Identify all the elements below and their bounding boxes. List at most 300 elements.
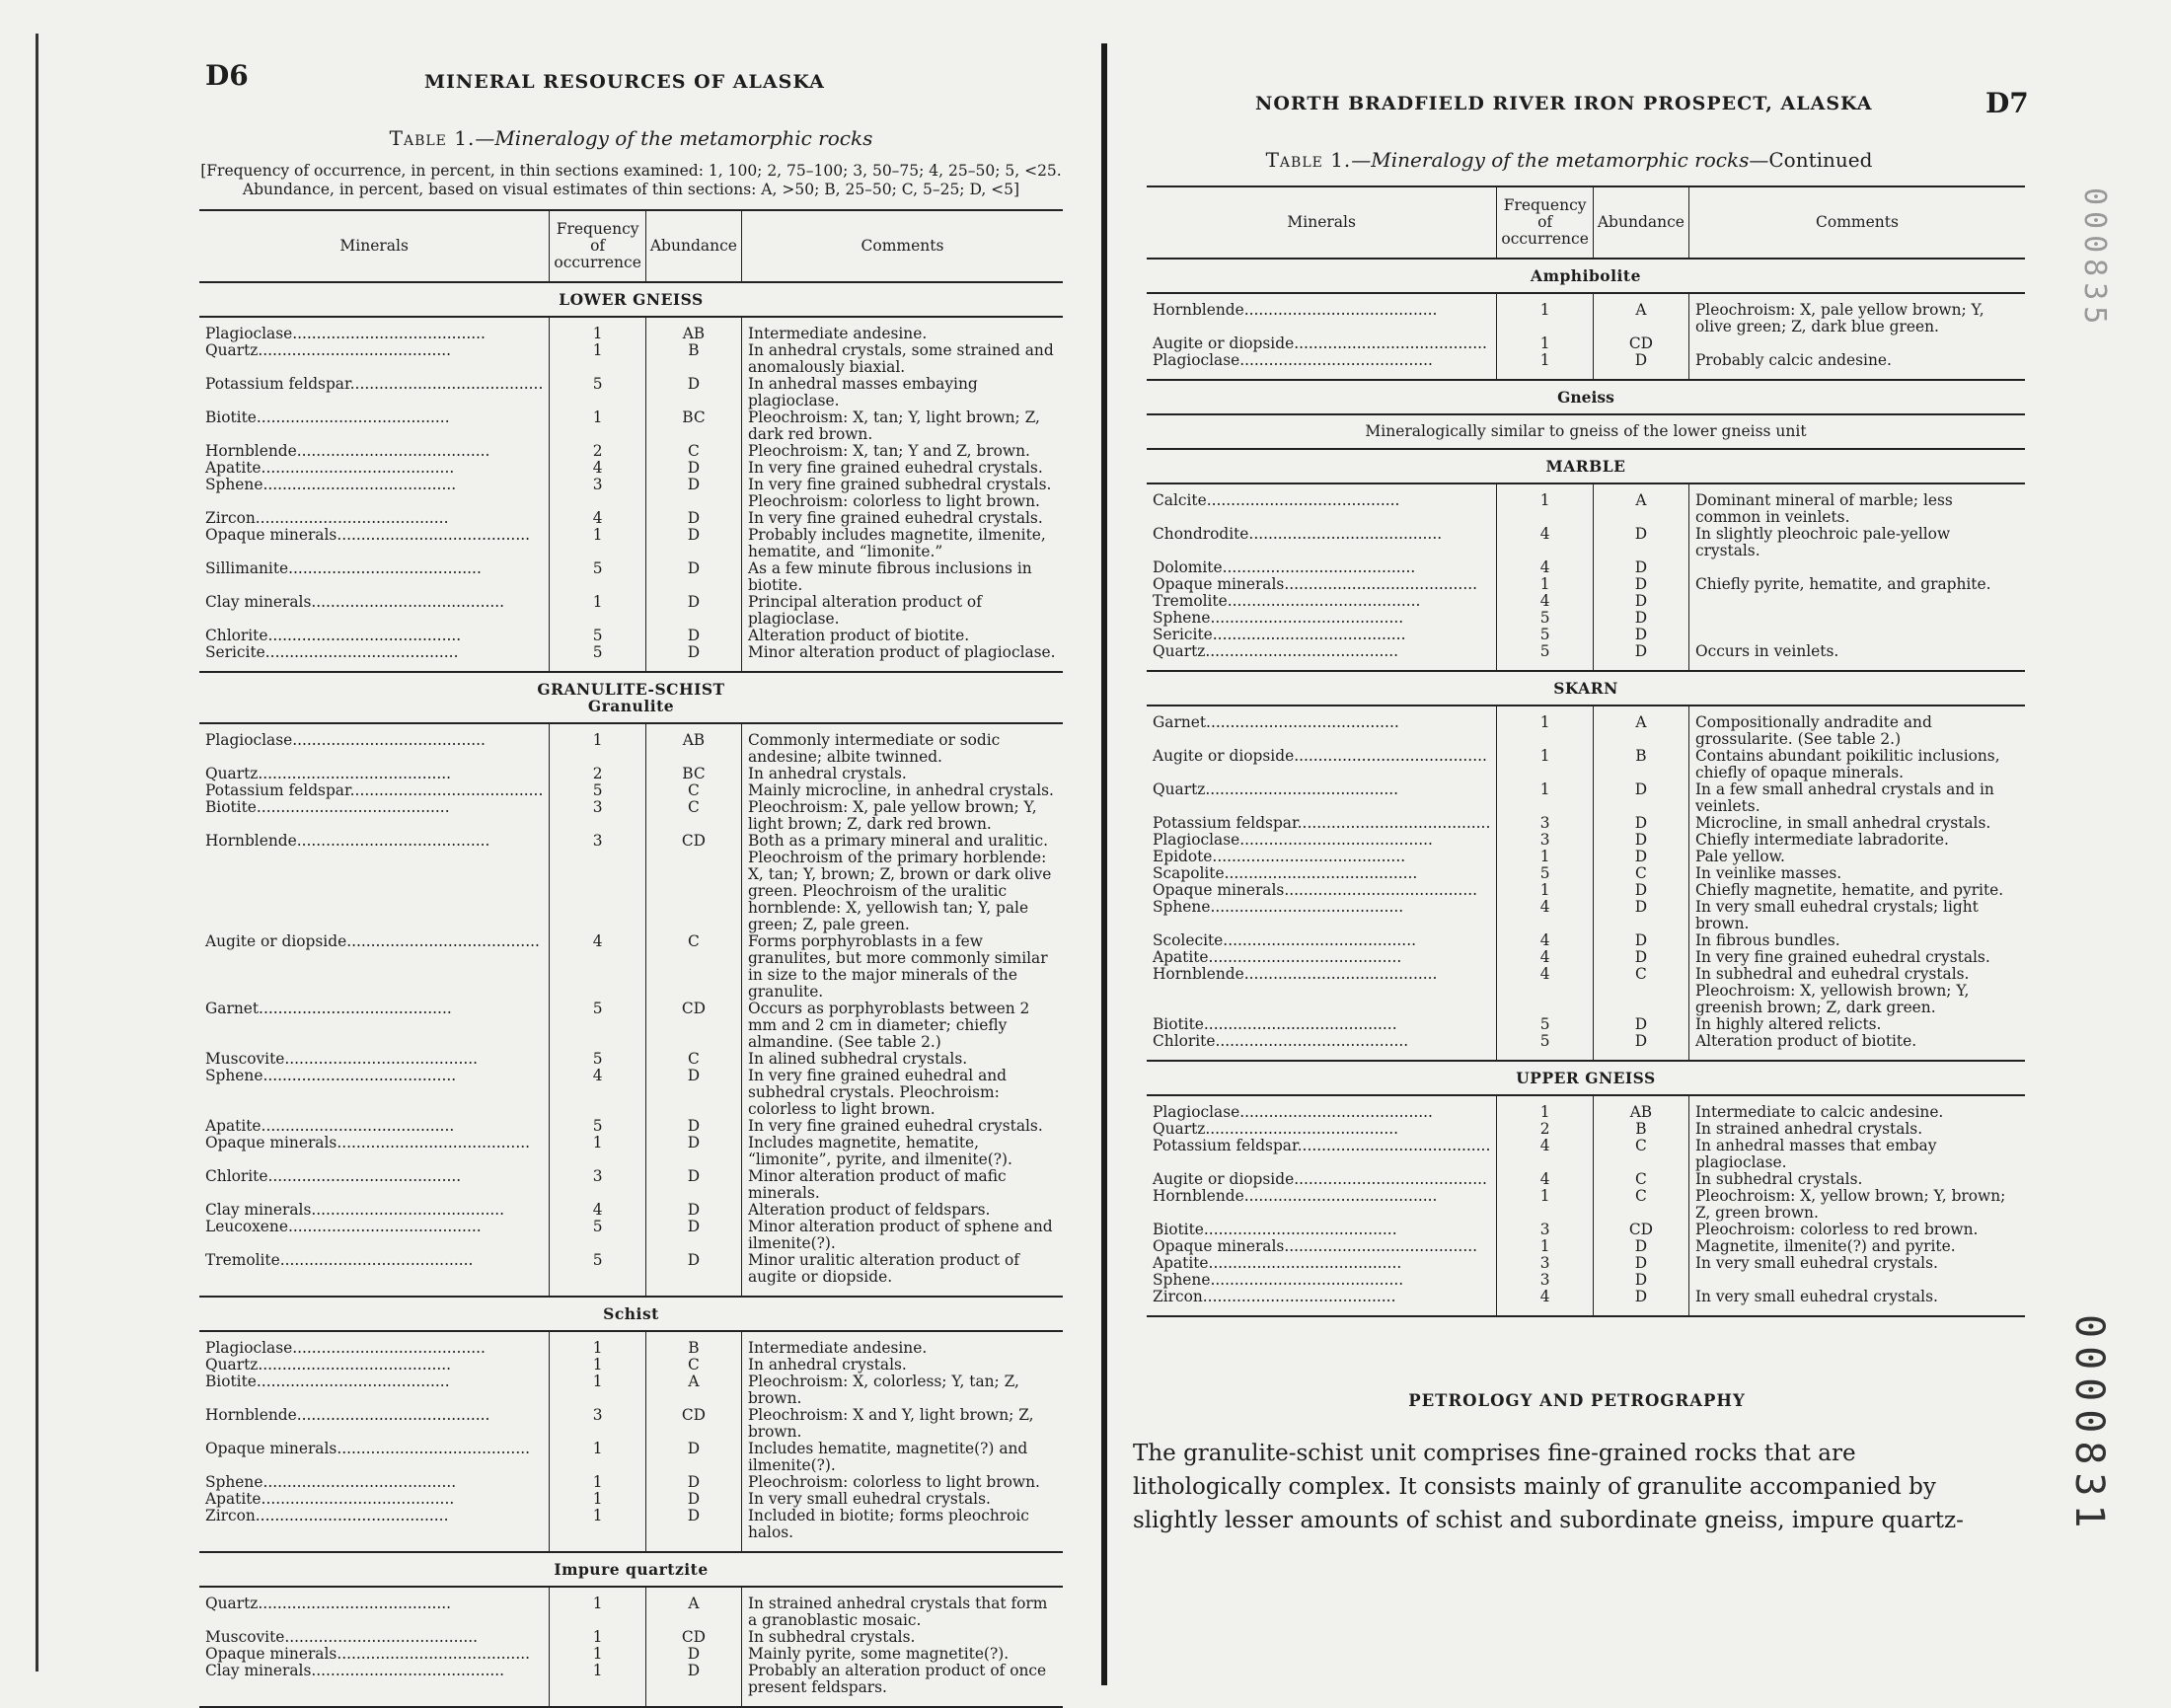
frequency-value: 5: [550, 1118, 646, 1135]
mineral-label: Dolomite: [1153, 559, 1223, 576]
mineral-label: Hornblende: [205, 1407, 297, 1424]
section-title: Impure quartzite: [554, 1560, 709, 1579]
comment-text: In very fine grained euhedral crystals.: [741, 460, 1063, 477]
section-header-row: [199, 1297, 1063, 1331]
frequency-value: 4: [1497, 899, 1594, 932]
frequency-value: 3: [1497, 1255, 1594, 1272]
mineral-label: Calcite: [1153, 492, 1207, 509]
dot-leader: ........................................: [267, 1168, 462, 1185]
mineral-label: Apatite: [205, 1118, 262, 1135]
table-row: [199, 1168, 1063, 1202]
mineral-label: Opaque minerals: [205, 1135, 337, 1151]
comment-text: In fibrous bundles.: [1688, 932, 2025, 949]
comment-text: Pleochroism: X, tan; Y, light brown; Z, dark red brown.: [741, 409, 1063, 443]
mineral-name: [1147, 526, 1497, 559]
table-row: [199, 342, 1063, 376]
frequency-value: 1: [1497, 576, 1594, 593]
frequency-value: 3: [550, 833, 646, 933]
mineral-name: [199, 460, 550, 477]
table-row: [1147, 1222, 2025, 1238]
left-page-number: D6: [205, 59, 249, 92]
comment-text: In very small euhedral crystals.: [1688, 1289, 2025, 1305]
comment-text: In very fine grained euhedral crystals.: [741, 510, 1063, 527]
mineral-label: Potassium feldspar: [1153, 815, 1298, 832]
mineral-name: [1147, 1289, 1497, 1305]
frequency-value: 4: [1497, 559, 1594, 576]
dot-leader: ........................................: [296, 833, 490, 850]
gneiss-note: Mineralogically similar to gneiss of the lower gneiss unit: [1147, 414, 2025, 449]
section-title: Amphibolite: [1531, 266, 1641, 285]
mineral-name: [199, 766, 550, 782]
mineral-label: Apatite: [205, 460, 262, 477]
table-row: [199, 1340, 1063, 1357]
frequency-value: 4: [1497, 1138, 1594, 1171]
spacer-row: [199, 1286, 1063, 1297]
mineral-name: [1147, 1171, 1497, 1188]
col-comments: Comments: [741, 210, 1063, 282]
dot-leader: ........................................: [346, 933, 540, 950]
frequency-value: 2: [1497, 1121, 1594, 1138]
frequency-value: 1: [550, 1135, 646, 1168]
left-running-header: [189, 59, 1073, 103]
table-row: [199, 1068, 1063, 1118]
mineral-name: [1147, 643, 1497, 660]
col-abundance: Abundance: [1593, 186, 1688, 259]
mineral-label: Sphene: [205, 477, 263, 493]
table-row: [1147, 748, 2025, 781]
mineral-name: [199, 644, 550, 661]
mineral-name: [1147, 1121, 1497, 1138]
frequency-value: 1: [1497, 492, 1594, 526]
dot-leader: ........................................: [1210, 899, 1404, 916]
dot-leader: ........................................: [1297, 1138, 1491, 1154]
mineral-label: Biotite: [205, 799, 257, 816]
table-row: [1147, 932, 2025, 949]
mineral-name: [199, 1508, 550, 1541]
table-row: [199, 1441, 1063, 1474]
dot-leader: ........................................: [1210, 1272, 1404, 1289]
table-row: [1147, 865, 2025, 882]
table-row: [1147, 627, 2025, 643]
mineral-label: Chlorite: [1153, 1033, 1216, 1050]
table-row: [199, 833, 1063, 933]
abundance-value: CD: [645, 1629, 741, 1646]
mineral-label: Zircon: [205, 510, 256, 527]
mineral-name: [199, 1629, 550, 1646]
mineral-label: Chlorite: [205, 1168, 268, 1185]
mineral-name: [1147, 781, 1497, 815]
frequency-value: 5: [550, 628, 646, 644]
table-row: [199, 510, 1063, 527]
table-label: Table 1.: [389, 126, 476, 150]
frequency-value: 1: [550, 1474, 646, 1491]
mineral-label: Chlorite: [205, 628, 268, 644]
dot-leader: ........................................: [337, 1441, 531, 1457]
mineral-label: Sericite: [1153, 627, 1213, 643]
dot-leader: ........................................: [1239, 352, 1433, 369]
abundance-value: C: [645, 799, 741, 833]
stamp-bottom: 0000831: [2066, 1314, 2112, 1536]
abundance-value: B: [645, 1340, 741, 1357]
dot-leader: ........................................: [1294, 335, 1487, 352]
comment-text: Pleochroism: X, tan; Y and Z, brown.: [741, 443, 1063, 460]
abundance-value: D: [645, 1118, 741, 1135]
spacer-row: [1147, 1305, 2025, 1316]
table-row: [199, 1629, 1063, 1646]
spacer-row: [199, 1331, 1063, 1340]
spacer-row: [1147, 1050, 2025, 1061]
mineral-label: Clay minerals: [205, 1663, 312, 1679]
section-header-row: [1147, 1061, 2025, 1095]
comment-text: In slightly pleochroic pale-yellow crystals.: [1688, 526, 2025, 559]
comment-text: Microcline, in small anhedral crystals.: [1688, 815, 2025, 832]
mineral-name: [199, 1001, 550, 1051]
table-row: [199, 1374, 1063, 1407]
frequency-value: 4: [1497, 966, 1594, 1016]
comment-text: Probably an alteration product of once present feldspars.: [741, 1663, 1063, 1696]
frequency-value: 1: [1497, 302, 1594, 335]
comment-text: In strained anhedral crystals that form a granoblastic mosaic.: [741, 1596, 1063, 1629]
abundance-value: D: [645, 527, 741, 560]
mineral-name: [199, 409, 550, 443]
abundance-value: AB: [645, 732, 741, 766]
comment-text: In highly altered relicts.: [1688, 1016, 2025, 1033]
mineral-label: Clay minerals: [205, 1202, 312, 1219]
frequency-value: 3: [1497, 1222, 1594, 1238]
table-row: [199, 594, 1063, 628]
dot-leader: ........................................: [1206, 492, 1400, 509]
frequency-value: 1: [550, 1441, 646, 1474]
mineral-name: [1147, 949, 1497, 966]
table-row: [199, 782, 1063, 799]
table-row: [1147, 899, 2025, 932]
dot-leader: ........................................: [262, 1474, 457, 1491]
table-row: [1147, 335, 2025, 352]
mineral-name: [199, 477, 550, 510]
table-continued: —Continued: [1749, 148, 1873, 172]
section-header-row: [199, 282, 1063, 317]
mineral-label: Quartz: [1153, 781, 1206, 798]
mineral-label: Augite or diopside: [1153, 335, 1295, 352]
mineral-name: [1147, 714, 1497, 748]
comment-text: In anhedral crystals.: [741, 1357, 1063, 1374]
mineral-name: [1147, 610, 1497, 627]
mineral-label: Opaque minerals: [1153, 882, 1285, 899]
dot-leader: ........................................: [258, 1357, 452, 1374]
abundance-value: D: [1593, 593, 1688, 610]
mineral-name: [199, 628, 550, 644]
frequency-value: 4: [1497, 1171, 1594, 1188]
abundance-value: D: [645, 510, 741, 527]
mineral-name: [1147, 352, 1497, 369]
frequency-value: 5: [550, 644, 646, 661]
abundance-value: D: [645, 477, 741, 510]
mineral-label: Quartz: [205, 1357, 259, 1374]
dot-leader: ........................................: [311, 1202, 505, 1219]
comment-text: [1688, 1272, 2025, 1289]
frequency-value: 1: [550, 1646, 646, 1663]
table-row: [199, 1252, 1063, 1286]
dot-leader: ........................................: [1223, 932, 1416, 949]
mineral-label: Plagioclase: [205, 1340, 293, 1357]
mineral-label: Garnet: [1153, 714, 1207, 731]
comment-text: Alteration product of feldspars.: [741, 1202, 1063, 1219]
dot-leader: ........................................: [1243, 966, 1438, 983]
dot-leader: ........................................: [1212, 627, 1406, 643]
comment-text: Alteration product of biotite.: [1688, 1033, 2025, 1050]
mineral-label: Plagioclase: [1153, 352, 1240, 369]
dot-leader: ........................................: [1239, 832, 1433, 849]
section-title-cell: [199, 282, 1063, 317]
table-row: [1147, 576, 2025, 593]
abundance-value: C: [645, 1357, 741, 1374]
frequency-value: 1: [550, 1357, 646, 1374]
mineral-name: [199, 342, 550, 376]
frequency-value: 1: [1497, 352, 1594, 369]
table-row: [1147, 1171, 2025, 1188]
table-row: [199, 409, 1063, 443]
dot-leader: ........................................: [1208, 1255, 1402, 1272]
abundance-value: D: [1593, 899, 1688, 932]
mineral-label: Apatite: [1153, 1255, 1209, 1272]
comment-text: In anhedral crystals.: [741, 766, 1063, 782]
mineral-name: [199, 1219, 550, 1252]
mineral-name: [1147, 1272, 1497, 1289]
table-row: [1147, 610, 2025, 627]
comment-text: Contains abundant poikilitic inclusions, chiefly of opaque minerals.: [1688, 748, 2025, 781]
abundance-value: BC: [645, 766, 741, 782]
comment-text: In very small euhedral crystals; light brown.: [1688, 899, 2025, 932]
comment-text: Pleochroism: X, colorless; Y, tan; Z, brown.: [741, 1374, 1063, 1407]
comment-text: Both as a primary mineral and uralitic. Pleochroism of the primary horblende: X, tan; Y, brown; Z, brown or dark olive green. Pleochroism of the uralitic hornblende: X, yellowish tan; Y, pale green; Z, pale green.: [741, 833, 1063, 933]
table-row: [199, 1474, 1063, 1491]
comment-text: Dominant mineral of marble; less common in veinlets.: [1688, 492, 2025, 526]
dot-leader: ........................................: [292, 1340, 486, 1357]
dot-leader: ........................................: [1284, 576, 1478, 593]
abundance-value: D: [1593, 1016, 1688, 1033]
comment-text: [1688, 627, 2025, 643]
section-title: GRANULITE-SCHIST: [537, 680, 725, 699]
mineral-label: Augite or diopside: [1153, 1171, 1295, 1188]
frequency-value: 3: [1497, 832, 1594, 849]
table-row: [199, 1051, 1063, 1068]
abundance-value: D: [645, 560, 741, 594]
frequency-value: 4: [1497, 526, 1594, 559]
comment-text: Pleochroism: X, pale yellow brown; Y, light brown; Z, dark red brown.: [741, 799, 1063, 833]
comment-text: Commonly intermediate or sodic andesine; albite twinned.: [741, 732, 1063, 766]
abundance-value: D: [1593, 352, 1688, 369]
mineral-name: [199, 1252, 550, 1286]
abundance-value: D: [645, 1219, 741, 1252]
frequency-value: 1: [550, 326, 646, 342]
section-title: UPPER GNEISS: [1516, 1069, 1656, 1087]
mineral-name: [1147, 576, 1497, 593]
mineral-label: Apatite: [1153, 949, 1209, 966]
dot-leader: ........................................: [262, 1068, 457, 1084]
comment-text: Intermediate andesine.: [741, 1340, 1063, 1357]
spacer-row: [199, 661, 1063, 672]
col-minerals: Minerals: [199, 210, 550, 282]
abundance-value: A: [1593, 492, 1688, 526]
table-title: —Mineralogy of the metamorphic rocks: [475, 126, 873, 150]
abundance-value: D: [645, 1491, 741, 1508]
dot-leader: ........................................: [258, 1596, 452, 1612]
mineral-label: Sphene: [1153, 899, 1211, 916]
section-title-cell: [1147, 671, 2025, 705]
comment-text: In veinlike masses.: [1688, 865, 2025, 882]
frequency-value: 2: [550, 766, 646, 782]
mineral-name: [1147, 1138, 1497, 1171]
abundance-value: A: [1593, 714, 1688, 748]
table-row: [1147, 1289, 2025, 1305]
mineral-label: Biotite: [205, 409, 257, 426]
comment-text: In subhedral and euhedral crystals. Pleochroism: X, yellowish brown; Y, greenish brown; Z, dark green.: [1688, 966, 2025, 1016]
mineral-label: Quartz: [205, 766, 259, 782]
abundance-value: D: [645, 1252, 741, 1286]
comment-text: Occurs as porphyroblasts between 2 mm and 2 cm in diameter; chiefly almandine. (See table 2.): [741, 1001, 1063, 1051]
mineral-label: Sphene: [205, 1474, 263, 1491]
mineral-label: Epidote: [1153, 849, 1213, 865]
abundance-value: D: [1593, 610, 1688, 627]
section-title-cell: [1147, 449, 2025, 483]
dot-leader: ........................................: [1294, 1171, 1487, 1188]
dot-leader: ........................................: [255, 510, 449, 527]
comment-text: Includes magnetite, hematite, “limonite”, pyrite, and ilmenite(?).: [741, 1135, 1063, 1168]
mineral-label: Muscovite: [205, 1051, 285, 1068]
dot-leader: ........................................: [292, 732, 486, 749]
frequency-value: 1: [550, 1374, 646, 1407]
frequency-value: 1: [550, 594, 646, 628]
frequency-value: 5: [1497, 1016, 1594, 1033]
frequency-value: 4: [1497, 1289, 1594, 1305]
abundance-value: B: [645, 342, 741, 376]
mineral-name: [199, 1663, 550, 1696]
table-row: [199, 933, 1063, 1001]
abundance-value: C: [1593, 1171, 1688, 1188]
spacer-row: [199, 1541, 1063, 1552]
comment-text: Minor alteration product of sphene and ilmenite(?).: [741, 1219, 1063, 1252]
mineral-label: Potassium feldspar: [1153, 1138, 1298, 1154]
comment-text: Magnetite, ilmenite(?) and pyrite.: [1688, 1238, 2025, 1255]
table-row: [199, 1407, 1063, 1441]
frequency-value: 1: [550, 732, 646, 766]
section-header-row: [199, 1552, 1063, 1587]
gneiss-title: Gneiss: [1557, 388, 1614, 407]
abundance-value: C: [1593, 1138, 1688, 1171]
table-row: [1147, 882, 2025, 899]
spacer-row: [1147, 369, 2025, 380]
dot-leader: ........................................: [258, 766, 452, 782]
comment-text: [1688, 335, 2025, 352]
table-row: [199, 1001, 1063, 1051]
table-row: [1147, 1138, 2025, 1171]
col-minerals: Minerals: [1147, 186, 1497, 259]
mineral-name: [199, 594, 550, 628]
table-row: [199, 1508, 1063, 1541]
mineral-name: [1147, 932, 1497, 949]
mineral-name: [199, 1407, 550, 1441]
mineral-name: [1147, 1016, 1497, 1033]
mineral-label: Hornblende: [1153, 966, 1244, 983]
frequency-value: 1: [550, 1596, 646, 1629]
table-row: [1147, 815, 2025, 832]
abundance-value: D: [1593, 576, 1688, 593]
comment-text: In anhedral masses that embay plagioclase.: [1688, 1138, 2025, 1171]
mineral-name: [1147, 1033, 1497, 1050]
section-title-cell: [199, 672, 1063, 723]
comment-text: [1688, 559, 2025, 576]
frequency-value: 5: [1497, 627, 1594, 643]
table-row: [1147, 966, 2025, 1016]
stamp-top: 000835: [2077, 187, 2112, 331]
mineral-label: Plagioclase: [1153, 832, 1240, 849]
table-row: [1147, 1255, 2025, 1272]
table-row: [199, 527, 1063, 560]
abundance-value: D: [1593, 882, 1688, 899]
mineral-label: Hornblende: [1153, 302, 1244, 319]
abundance-value: D: [1593, 1272, 1688, 1289]
table-row: [1147, 302, 2025, 335]
mineral-label: Chondrodite: [1153, 526, 1249, 543]
frequency-value: 1: [1497, 748, 1594, 781]
frequency-value: 1: [1497, 714, 1594, 748]
mineral-label: Plagioclase: [1153, 1104, 1240, 1121]
section-title-cell: [199, 1297, 1063, 1331]
mineral-name: [199, 1596, 550, 1629]
comment-text: Pleochroism: X, pale yellow brown; Y, olive green; Z, dark blue green.: [1688, 302, 2025, 335]
comment-text: Alteration product of biotite.: [741, 628, 1063, 644]
mineral-label: Scolecite: [1153, 932, 1224, 949]
dot-leader: ........................................: [1227, 593, 1421, 610]
col-frequency: Frequency of occurrence: [550, 210, 646, 282]
mineral-label: Opaque minerals: [1153, 1238, 1285, 1255]
table-row: [1147, 1272, 2025, 1289]
frequency-value: 1: [1497, 1104, 1594, 1121]
abundance-value: B: [1593, 748, 1688, 781]
dot-leader: ........................................: [1205, 781, 1399, 798]
dot-leader: ........................................: [287, 1219, 482, 1235]
dot-leader: ........................................: [284, 1629, 479, 1646]
table-row: [1147, 849, 2025, 865]
mineral-label: Hornblende: [205, 833, 297, 850]
gneiss-note-row: [1147, 414, 2025, 449]
abundance-value: D: [1593, 1033, 1688, 1050]
table-row: [1147, 714, 2025, 748]
mineral-name: [1147, 832, 1497, 849]
abundance-value: CD: [645, 1001, 741, 1051]
abundance-value: D: [645, 1168, 741, 1202]
mineral-name: [1147, 627, 1497, 643]
abundance-value: D: [645, 1441, 741, 1474]
abundance-value: D: [645, 644, 741, 661]
abundance-value: D: [1593, 1289, 1688, 1305]
comment-text: In very fine grained euhedral crystals.: [1688, 949, 2025, 966]
comment-text: In anhedral crystals, some strained and anomalously biaxial.: [741, 342, 1063, 376]
section-header-row: [1147, 449, 2025, 483]
mineral-label: Potassium feldspar: [205, 782, 350, 799]
comment-text: In a few small anhedral crystals and in veinlets.: [1688, 781, 2025, 815]
mineral-name: [199, 799, 550, 833]
right-page-number: D7: [1985, 87, 2029, 119]
mineral-label: Sillimanite: [205, 560, 289, 577]
mineral-name: [199, 326, 550, 342]
table-row: [199, 1219, 1063, 1252]
comment-text: In strained anhedral crystals.: [1688, 1121, 2025, 1138]
section-title: LOWER GNEISS: [559, 290, 704, 309]
mineral-name: [199, 1441, 550, 1474]
section-title-cell: [199, 1552, 1063, 1587]
dot-leader: ........................................: [1294, 748, 1487, 765]
